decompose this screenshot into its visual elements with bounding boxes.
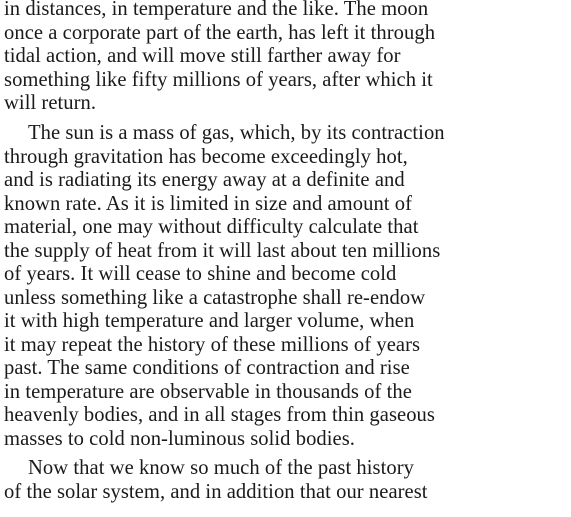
text-line: through gravitation has become exceedingly hot, bbox=[4, 145, 408, 168]
text-line: in distances, in temperature and the like. The moon bbox=[4, 0, 429, 20]
text-line: once a corporate part of the earth, has left it through bbox=[4, 21, 436, 44]
text-line: the supply of heat from it will last about ten millions bbox=[4, 239, 441, 262]
text-line: past. The same conditions of contraction and rise bbox=[4, 357, 410, 379]
text-line: something like fifty millions of years, after which it bbox=[4, 68, 433, 91]
text-line: material, one may without difficulty calculate that bbox=[4, 216, 419, 238]
text-line: unless something like a catastrophe shall re-endow bbox=[4, 286, 426, 309]
text-line: of the solar system, and in addition that our nearest bbox=[4, 480, 428, 503]
text-line: tidal action, and will move still farther away for bbox=[4, 45, 401, 67]
text-line: Now that we know so much of the past history bbox=[28, 457, 414, 479]
text-line: heavenly bodies, and in all stages from thin gaseous bbox=[4, 404, 435, 426]
text-line: it may repeat the history of these millions of years bbox=[4, 333, 421, 356]
text-line: The sun is a mass of gas, which, by its contraction bbox=[28, 122, 445, 144]
text-line: and is radiating its energy away at a definite and bbox=[4, 169, 405, 191]
text-line: masses to cold non-luminous solid bodies. bbox=[4, 427, 355, 450]
text-line: it with high temperature and larger volume, when bbox=[4, 310, 415, 332]
text-line: known rate. As it is limited in size and amount of bbox=[4, 192, 413, 215]
text-line: in temperature are observable in thousands of the bbox=[4, 380, 412, 403]
text-line: of years. It will cease to shine and become cold bbox=[4, 263, 397, 285]
text-line: will return. bbox=[4, 92, 97, 114]
